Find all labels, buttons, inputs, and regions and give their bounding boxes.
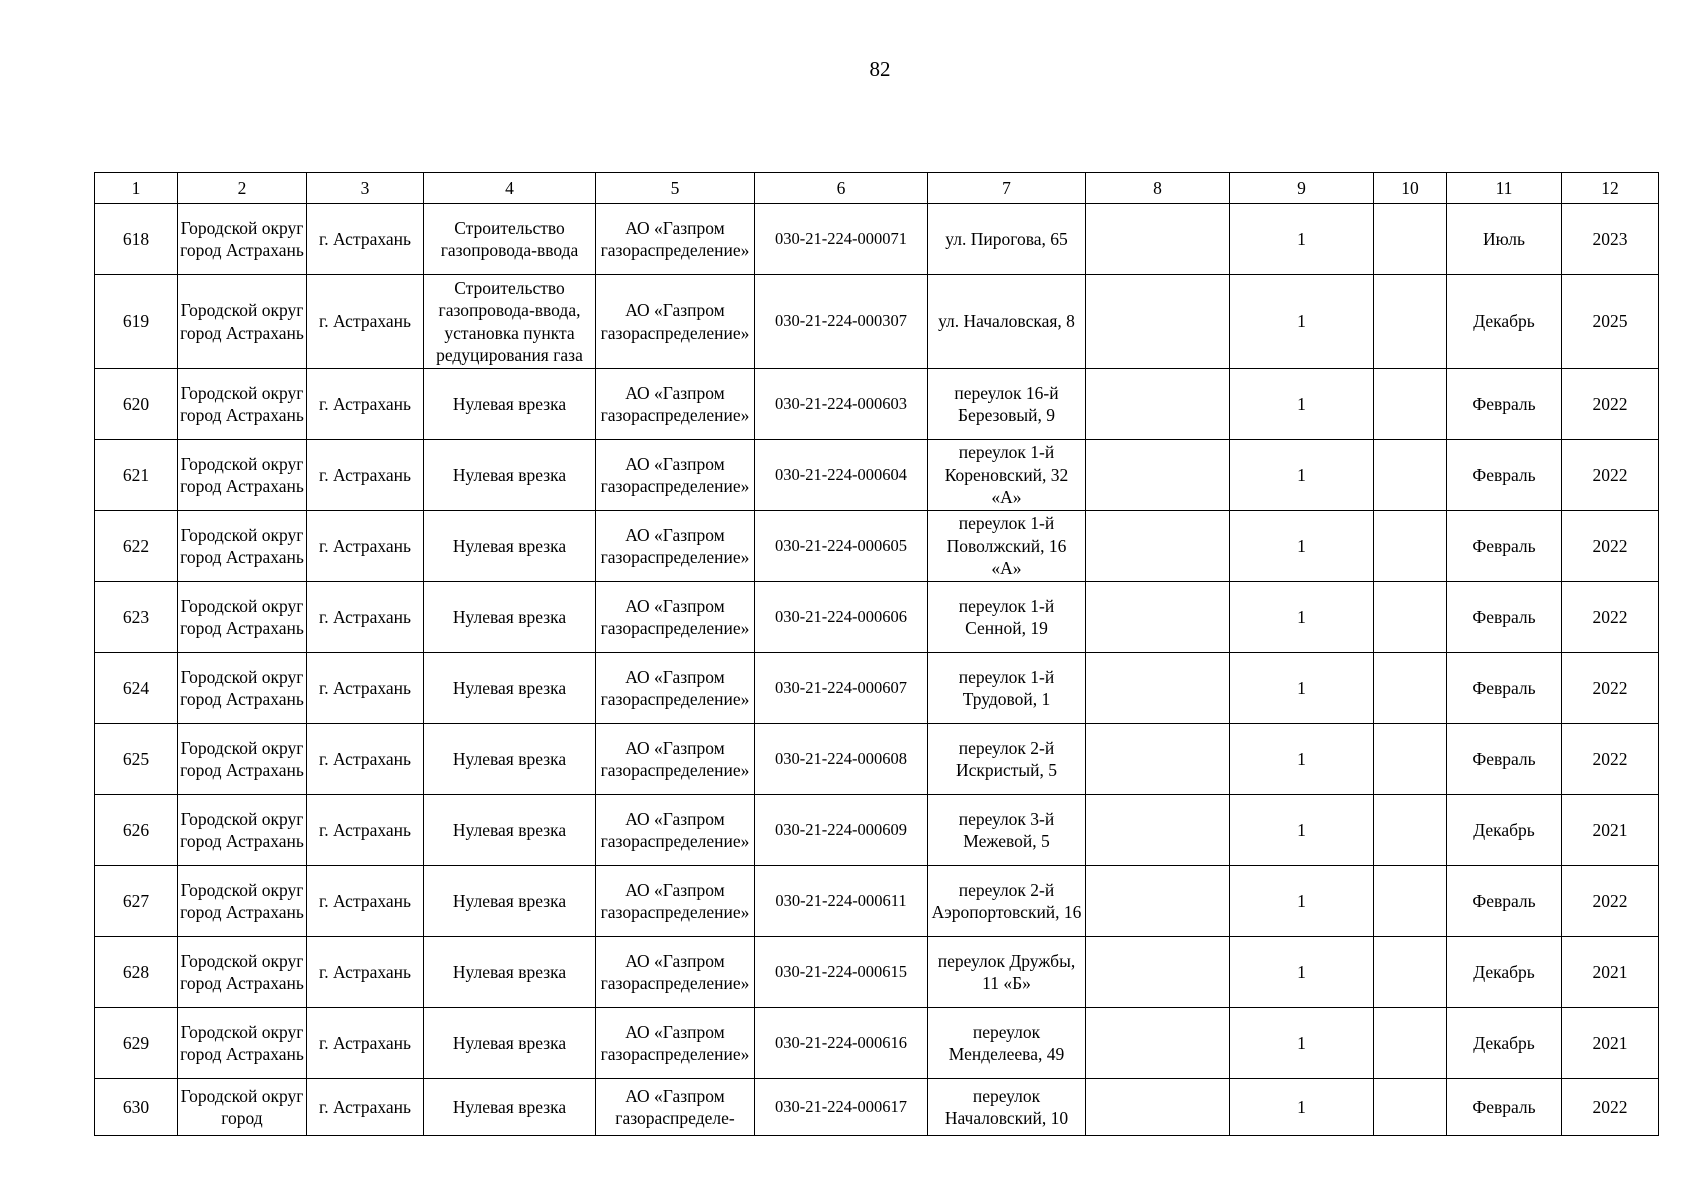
object-code-cell: 030-21-224-000607: [755, 653, 928, 724]
row-number-cell: 618: [95, 204, 178, 275]
column-header: 3: [307, 173, 424, 204]
table-row: [95, 275, 1659, 369]
organization-cell: АО «Газпром газораспределение»: [596, 204, 755, 275]
work-type-cell: Нулевая врезка: [424, 653, 596, 724]
region-cell: Городской округ город Астрахань: [178, 204, 307, 275]
column-8-cell: [1086, 1079, 1230, 1136]
organization-cell: АО «Газпром газораспределение»: [596, 440, 755, 511]
row-number-cell: 626: [95, 795, 178, 866]
count-cell: 1: [1230, 582, 1374, 653]
column-10-cell: [1374, 866, 1447, 937]
column-header: 2: [178, 173, 307, 204]
count-cell: 1: [1230, 937, 1374, 1008]
organization-cell: АО «Газпром газораспределение»: [596, 653, 755, 724]
work-type-cell: Нулевая врезка: [424, 1079, 596, 1136]
work-type-cell: Нулевая врезка: [424, 937, 596, 1008]
year-cell: 2021: [1562, 937, 1659, 1008]
column-header: 11: [1447, 173, 1562, 204]
column-8-cell: [1086, 204, 1230, 275]
table-row: [95, 866, 1659, 937]
region-cell: Городской округ город Астрахань: [178, 275, 307, 369]
year-cell: 2022: [1562, 653, 1659, 724]
region-cell: Городской округ город Астрахань: [178, 440, 307, 511]
work-type-cell: Строительство газопровода-ввода: [424, 204, 596, 275]
column-10-cell: [1374, 275, 1447, 369]
object-code-cell: 030-21-224-000606: [755, 582, 928, 653]
column-8-cell: [1086, 440, 1230, 511]
address-cell: переулок 1-й Сенной, 19: [928, 582, 1086, 653]
table-row: [95, 724, 1659, 795]
address-cell: переулок Менделеева, 49: [928, 1008, 1086, 1079]
month-cell: Февраль: [1447, 1079, 1562, 1136]
column-10-cell: [1374, 1008, 1447, 1079]
column-10-cell: [1374, 582, 1447, 653]
region-cell: Городской округ город Астрахань: [178, 582, 307, 653]
organization-cell: АО «Газпром газораспределение»: [596, 369, 755, 440]
column-10-cell: [1374, 795, 1447, 866]
month-cell: Февраль: [1447, 866, 1562, 937]
object-code-cell: 030-21-224-000608: [755, 724, 928, 795]
column-10-cell: [1374, 204, 1447, 275]
column-10-cell: [1374, 653, 1447, 724]
city-cell: г. Астрахань: [307, 204, 424, 275]
region-cell: Городской округ город Астрахань: [178, 1008, 307, 1079]
year-cell: 2021: [1562, 1008, 1659, 1079]
month-cell: Февраль: [1447, 582, 1562, 653]
column-8-cell: [1086, 582, 1230, 653]
city-cell: г. Астрахань: [307, 275, 424, 369]
region-cell: Городской округ город Астрахань: [178, 369, 307, 440]
city-cell: г. Астрахань: [307, 1008, 424, 1079]
row-number-cell: 629: [95, 1008, 178, 1079]
object-code-cell: 030-21-224-000609: [755, 795, 928, 866]
address-cell: переулок 1-й Трудовой, 1: [928, 653, 1086, 724]
organization-cell: АО «Газпром газораспределение»: [596, 724, 755, 795]
organization-cell: АО «Газпром газораспределение»: [596, 511, 755, 582]
column-10-cell: [1374, 511, 1447, 582]
column-10-cell: [1374, 1079, 1447, 1136]
row-number-cell: 620: [95, 369, 178, 440]
organization-cell: АО «Газпром газораспределение»: [596, 937, 755, 1008]
region-cell: Городской округ город Астрахань: [178, 724, 307, 795]
column-header: 8: [1086, 173, 1230, 204]
column-header: 1: [95, 173, 178, 204]
city-cell: г. Астрахань: [307, 369, 424, 440]
year-cell: 2023: [1562, 204, 1659, 275]
year-cell: 2022: [1562, 724, 1659, 795]
row-number-cell: 624: [95, 653, 178, 724]
year-cell: 2021: [1562, 795, 1659, 866]
column-10-cell: [1374, 937, 1447, 1008]
column-8-cell: [1086, 795, 1230, 866]
row-number-cell: 627: [95, 866, 178, 937]
month-cell: Декабрь: [1447, 1008, 1562, 1079]
count-cell: 1: [1230, 653, 1374, 724]
address-cell: переулок 1-й Поволжский, 16 «А»: [928, 511, 1086, 582]
table-row: [95, 204, 1659, 275]
count-cell: 1: [1230, 795, 1374, 866]
column-10-cell: [1374, 440, 1447, 511]
year-cell: 2022: [1562, 440, 1659, 511]
column-10-cell: [1374, 724, 1447, 795]
row-number-cell: 630: [95, 1079, 178, 1136]
month-cell: Февраль: [1447, 511, 1562, 582]
year-cell: 2022: [1562, 866, 1659, 937]
year-cell: 2022: [1562, 511, 1659, 582]
region-cell: Городской округ город Астрахань: [178, 511, 307, 582]
row-number-cell: 622: [95, 511, 178, 582]
city-cell: г. Астрахань: [307, 1079, 424, 1136]
address-cell: переулок 2-й Искристый, 5: [928, 724, 1086, 795]
object-code-cell: 030-21-224-000611: [755, 866, 928, 937]
object-code-cell: 030-21-224-000307: [755, 275, 928, 369]
month-cell: Февраль: [1447, 440, 1562, 511]
table-row: [95, 795, 1659, 866]
count-cell: 1: [1230, 511, 1374, 582]
table-row: [95, 1079, 1659, 1136]
work-type-cell: Нулевая врезка: [424, 1008, 596, 1079]
address-cell: переулок 3-й Межевой, 5: [928, 795, 1086, 866]
object-code-cell: 030-21-224-000605: [755, 511, 928, 582]
month-cell: Февраль: [1447, 369, 1562, 440]
column-8-cell: [1086, 937, 1230, 1008]
table-row: [95, 511, 1659, 582]
table-row: [95, 1008, 1659, 1079]
column-10-cell: [1374, 369, 1447, 440]
row-number-cell: 628: [95, 937, 178, 1008]
organization-cell: АО «Газпром газораспределение»: [596, 866, 755, 937]
work-type-cell: Нулевая врезка: [424, 440, 596, 511]
month-cell: Февраль: [1447, 724, 1562, 795]
organization-cell: АО «Газпром газораспределе-: [596, 1079, 755, 1136]
month-cell: Декабрь: [1447, 937, 1562, 1008]
column-header: 12: [1562, 173, 1659, 204]
month-cell: Декабрь: [1447, 275, 1562, 369]
object-code-cell: 030-21-224-000603: [755, 369, 928, 440]
region-cell: Городской округ город Астрахань: [178, 795, 307, 866]
object-code-cell: 030-21-224-000615: [755, 937, 928, 1008]
count-cell: 1: [1230, 1008, 1374, 1079]
count-cell: 1: [1230, 440, 1374, 511]
region-cell: Городской округ город Астрахань: [178, 866, 307, 937]
organization-cell: АО «Газпром газораспределение»: [596, 275, 755, 369]
city-cell: г. Астрахань: [307, 511, 424, 582]
column-8-cell: [1086, 866, 1230, 937]
count-cell: 1: [1230, 275, 1374, 369]
object-code-cell: 030-21-224-000617: [755, 1079, 928, 1136]
organization-cell: АО «Газпром газораспределение»: [596, 795, 755, 866]
month-cell: Февраль: [1447, 653, 1562, 724]
column-header: 5: [596, 173, 755, 204]
column-8-cell: [1086, 653, 1230, 724]
count-cell: 1: [1230, 369, 1374, 440]
year-cell: 2022: [1562, 582, 1659, 653]
organization-cell: АО «Газпром газораспределение»: [596, 582, 755, 653]
city-cell: г. Астрахань: [307, 440, 424, 511]
city-cell: г. Астрахань: [307, 582, 424, 653]
city-cell: г. Астрахань: [307, 795, 424, 866]
city-cell: г. Астрахань: [307, 724, 424, 795]
city-cell: г. Астрахань: [307, 653, 424, 724]
address-cell: ул. Началовская, 8: [928, 275, 1086, 369]
row-number-cell: 621: [95, 440, 178, 511]
work-type-cell: Нулевая врезка: [424, 511, 596, 582]
address-cell: переулок 16-й Березовый, 9: [928, 369, 1086, 440]
object-code-cell: 030-21-224-000071: [755, 204, 928, 275]
page-number: 82: [869, 57, 891, 81]
city-cell: г. Астрахань: [307, 866, 424, 937]
header-row: [95, 173, 1659, 204]
address-cell: переулок Дружбы, 11 «Б»: [928, 937, 1086, 1008]
city-cell: г. Астрахань: [307, 937, 424, 1008]
region-cell: Городской округ город Астрахань: [178, 653, 307, 724]
column-header: 9: [1230, 173, 1374, 204]
table-row: [95, 369, 1659, 440]
work-type-cell: Нулевая врезка: [424, 866, 596, 937]
year-cell: 2025: [1562, 275, 1659, 369]
work-type-cell: Строительство газопровода-ввода, установка пункта редуцирования газа: [424, 275, 596, 369]
column-header: 10: [1374, 173, 1447, 204]
column-8-cell: [1086, 1008, 1230, 1079]
row-number-cell: 619: [95, 275, 178, 369]
table-row: [95, 582, 1659, 653]
region-cell: Городской округ город: [178, 1079, 307, 1136]
work-type-cell: Нулевая врезка: [424, 369, 596, 440]
count-cell: 1: [1230, 866, 1374, 937]
year-cell: 2022: [1562, 1079, 1659, 1136]
organization-cell: АО «Газпром газораспределение»: [596, 1008, 755, 1079]
data-table: [94, 172, 1659, 1136]
table-row: [95, 653, 1659, 724]
month-cell: Декабрь: [1447, 795, 1562, 866]
count-cell: 1: [1230, 204, 1374, 275]
work-type-cell: Нулевая врезка: [424, 724, 596, 795]
column-8-cell: [1086, 275, 1230, 369]
column-header: 6: [755, 173, 928, 204]
count-cell: 1: [1230, 1079, 1374, 1136]
address-cell: переулок 2-й Аэропортовский, 16: [928, 866, 1086, 937]
column-8-cell: [1086, 724, 1230, 795]
column-header: 7: [928, 173, 1086, 204]
address-cell: переулок Началовский, 10: [928, 1079, 1086, 1136]
column-header: 4: [424, 173, 596, 204]
object-code-cell: 030-21-224-000616: [755, 1008, 928, 1079]
row-number-cell: 623: [95, 582, 178, 653]
column-8-cell: [1086, 511, 1230, 582]
table-row: [95, 937, 1659, 1008]
region-cell: Городской округ город Астрахань: [178, 937, 307, 1008]
column-8-cell: [1086, 369, 1230, 440]
address-cell: ул. Пирогова, 65: [928, 204, 1086, 275]
month-cell: Июль: [1447, 204, 1562, 275]
work-type-cell: Нулевая врезка: [424, 795, 596, 866]
year-cell: 2022: [1562, 369, 1659, 440]
object-code-cell: 030-21-224-000604: [755, 440, 928, 511]
row-number-cell: 625: [95, 724, 178, 795]
address-cell: переулок 1-й Кореновский, 32 «А»: [928, 440, 1086, 511]
work-type-cell: Нулевая врезка: [424, 582, 596, 653]
table-row: [95, 440, 1659, 511]
count-cell: 1: [1230, 724, 1374, 795]
